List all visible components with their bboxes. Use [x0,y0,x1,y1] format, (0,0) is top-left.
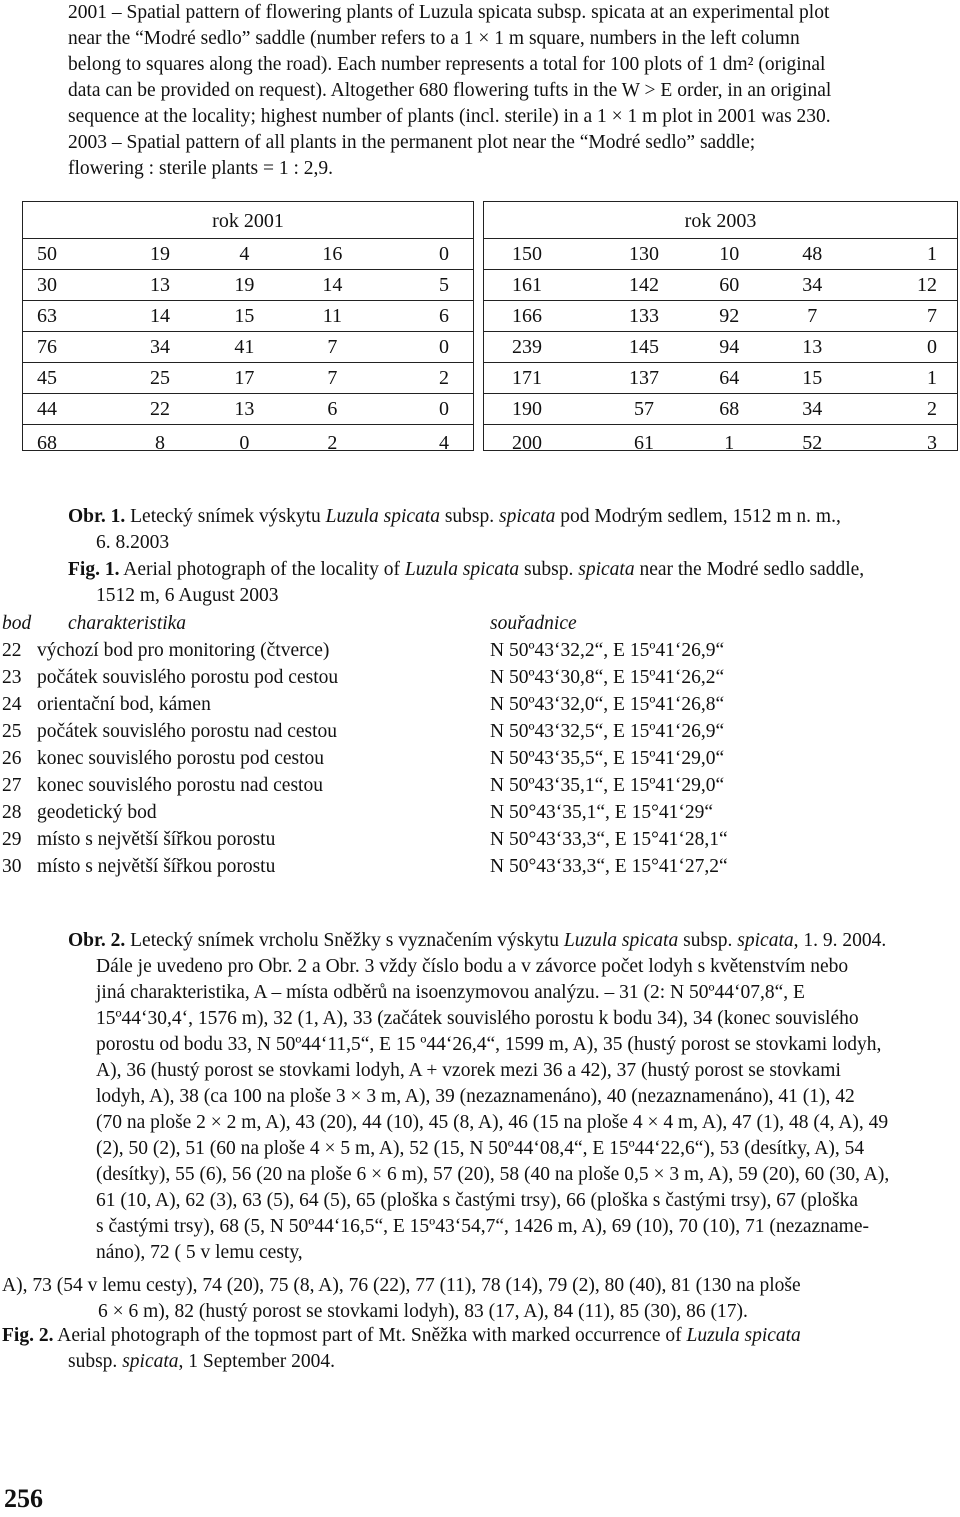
table-cell: 142 [629,274,659,296]
table-cell: 190 [512,398,542,420]
table-cell: 94 [719,336,740,358]
table-cell: 92 [719,305,740,327]
caption-text: Aerial photograph of the locality of [119,559,405,580]
page-number: 256 [4,1484,43,1513]
point-num: 25 [2,721,22,742]
caption-line: (desítky), 55 (6), 56 (20 na ploše 6 × 6 m), 57 (20), 58 (40 na ploše 0,5 × 3 m, A), 59 (20), 60 (30, A), [96,1164,890,1185]
intro-line: 2003 – Spatial pattern of all plants in the permanent plot near the “Modré sedlo” saddle; [68,132,756,153]
point-coord: N 50°43‘35,1“, E 15°41‘29“ [490,802,714,823]
table-cell: 17 [234,367,255,389]
table-cell: 0 [927,336,937,358]
table-cell: 11 [322,305,342,327]
caption-line [68,557,950,583]
taxon-name: spicata [578,559,635,580]
caption-text: subsp. [439,506,500,527]
caption-obr-2 [68,928,950,1266]
caption-line: 1512 m, 6 August 2003 [96,585,279,606]
table-cell: 145 [629,336,659,358]
caption-line: porostu od bodu 33, N 50º44‘11,5“, E 15 º44‘26,4“, 1599 m, A), 35 (hustý porost se stovkami lodyh, [96,1034,882,1055]
table-cell: 0 [239,432,250,454]
table-cell: 7 [327,336,338,358]
table-cell: 45 [37,367,57,389]
point-coord: N 50º43‘35,1“, E 15º41‘29,0“ [490,775,725,796]
caption-text: , 1 September 2004. [178,1351,336,1372]
table-cell: 166 [512,305,542,327]
point-num: 26 [2,748,22,769]
table-cell: 19 [234,274,255,296]
table-2003-title: rok 2003 [684,210,757,232]
caption-line [2,1323,884,1349]
point-coord: N 50°43‘33,3“, E 15°41‘27,2“ [490,856,728,877]
table-row [484,239,957,270]
list-item [0,827,960,854]
caption-text: pod Modrým sedlem, 1512 m n. m., [555,506,841,527]
table-cell: 19 [150,243,171,265]
table-cell: 44 [37,398,57,420]
table-cell: 22 [150,398,171,420]
list-item [0,719,960,746]
point-coord: N 50º43‘32,5“, E 15º41‘26,9“ [490,721,725,742]
intro-line: near the “Modré sedlo” saddle (number refers to a 1 × 1 m square, numbers in the left column [68,28,800,49]
table-cell: 133 [629,305,659,327]
table-cell: 16 [322,243,343,265]
table-cell: 2 [927,398,937,420]
caption-text: , 1. 9. 2004. [793,930,887,951]
caption-label: Fig. 2. [2,1325,54,1346]
caption-text: subsp. [68,1351,123,1372]
list-item [0,746,960,773]
caption-label: Obr. 1. [68,506,126,527]
point-coord: N 50°43‘33,3“, E 15°41‘28,1“ [490,829,728,850]
point-desc: konec souvislého porostu pod cestou [37,748,325,769]
table-cell: 61 [634,432,654,454]
caption-line: s častými trsy), 68 (5, N 50º44‘16,5“, E 15º43‘54,7“, 1426 m, A), 69 (10), 70 (10), 71 (nezaznamе- [96,1216,869,1237]
table-cell: 14 [150,305,171,327]
table-cell: 13 [802,336,823,358]
table-row [23,239,473,270]
table-2001-title: rok 2001 [212,210,284,232]
table-cell: 3 [927,432,937,454]
point-num: 22 [2,640,22,661]
list-item [0,638,960,665]
point-desc: geodetický bod [37,802,157,823]
caption-label: Obr. 2. [68,930,126,951]
list-item [0,773,960,800]
table-2001 [22,201,474,454]
caption-label: Fig. 1. [68,559,120,580]
caption-line: lodyh, A), 38 (ca 100 na ploše 3 × 3 m, A), 39 (nezaznamenáno), 40 (nezaznamenáno), 41 (1), 42 [96,1086,855,1107]
table-cell: 6 [327,398,338,420]
table-cell: 12 [917,274,937,296]
intro-line: sequence at the locality; highest number of plants (incl. sterile) in a 1 × 1 m plot in 2001 was 230. [68,106,831,127]
table-cell: 52 [802,432,823,454]
points-header-coord: souřadnice [490,613,577,634]
table-cell: 200 [512,432,542,454]
table-cell: 4 [439,432,449,454]
intro-line: flowering : sterile plants = 1 : 2,9. [68,158,333,179]
caption-line: náno), 72 ( 5 v lemu cesty, [96,1242,303,1263]
point-desc: konec souvislého porostu nad cestou [37,775,323,796]
caption-line: A), 73 (54 v lemu cesty), 74 (20), 75 (8, A), 76 (22), 77 (11), 78 (14), 79 (2), 80 (40), 81 (130 na ploše [2,1275,801,1296]
table-cell: 7 [327,367,338,389]
table-cell: 0 [439,336,449,358]
table-cell: 34 [802,398,823,420]
table-row [484,363,957,394]
table-row [484,270,957,301]
table-cell: 64 [719,367,740,389]
point-coord: N 50º43‘35,5“, E 15º41‘29,0“ [490,748,725,769]
caption-line [68,928,950,954]
points-header-desc: charakteristika [68,613,187,634]
caption-line: jiná charakteristika, A – místa odběrů na isoenzymovou analýzu. – 31 (2: N 50º44‘07,8“, E [96,982,805,1003]
points-header [0,611,960,638]
caption-line: (70 na ploše 2 × 2 m, A), 43 (20), 44 (10), 45 (8, A), 46 (15 na ploše 4 × 4 m, A), 47 (1), 48 (4, A), 49 [96,1112,889,1133]
point-num: 24 [2,694,22,715]
taxon-name: Luzula spicata [404,559,520,580]
caption-text: subsp. [519,559,579,580]
point-num: 30 [2,856,22,877]
point-desc: výchozí bod pro monitoring (čtverce) [37,640,330,661]
point-num: 23 [2,667,22,688]
table-cell: 239 [512,336,542,358]
table-cell: 0 [439,243,449,265]
table-row [484,394,957,425]
table-cell: 6 [439,305,449,327]
table-cell: 30 [37,274,57,296]
table-cell: 7 [927,305,937,327]
table-cell: 161 [512,274,542,296]
caption-line: 61 (10, A), 62 (3), 63 (5), 64 (5), 65 (ploška s častými trsy), 66 (ploška s častými trsy), 67 (ploška [96,1190,859,1211]
point-desc: místo s největší šířkou porostu [37,829,276,850]
intro-line: 2001 – Spatial pattern of flowering plants of Luzula spicata subsp. spicata at an experimental plot [68,2,830,23]
table-row [23,301,473,332]
caption-line: Dále je uvedeno pro Obr. 2 a Obr. 3 vždy číslo bodu a v závorce počet lodyh s květenstvím nebo [96,956,849,977]
table-2003 [483,201,958,454]
table-cell: 1 [927,243,937,265]
table-row [484,332,957,363]
list-item [0,692,960,719]
table-cell: 150 [512,243,542,265]
table-cell: 34 [150,336,171,358]
taxon-name: spicata [737,930,794,951]
point-num: 29 [2,829,22,850]
point-coord: N 50º43‘30,8“, E 15º41‘26,2“ [490,667,725,688]
caption-line: 15º44‘30,4‘, 1576 m), 32 (1, A), 33 (začátek souvislého porostu k bodu 34), 34 (konec souvislého [96,1008,859,1029]
table-cell: 7 [807,305,818,327]
caption-obr-2-continued [2,1273,884,1325]
list-item [0,800,960,827]
taxon-name: spicata [122,1351,179,1372]
points-header-num: bod [2,613,32,634]
table-cell: 25 [150,367,171,389]
caption-line: (2), 50 (2), 51 (60 na ploše 4 × 5 m, A), 52 (15, N 50º44‘08,4“, E 15º44‘22,6“), 53 (desítky, A), 54 [96,1138,865,1159]
table-cell: 41 [234,336,255,358]
table-cell: 14 [322,274,343,296]
taxon-name: Luzula spicata [686,1325,801,1346]
table-cell: 63 [37,305,57,327]
table-cell: 2 [327,432,338,454]
caption-obr-1 [68,504,950,556]
caption-text: Letecký snímek vrcholu Sněžky s vyznačením výskytu [125,930,564,951]
taxon-name: Luzula spicata [325,506,440,527]
table-cell: 48 [802,243,823,265]
table-row [23,270,473,301]
caption-text: subsp. [678,930,738,951]
intro-line: data can be provided on request). Altogether 680 flowering tufts in the W > E order, in an original [68,80,832,101]
caption-line: 6 × 6 m), 82 (hustý porost se stovkami lodyh), 83 (17, A), 84 (11), 85 (30), 86 (17). [98,1301,748,1322]
point-desc: počátek souvislého porostu nad cestou [37,721,338,742]
intro-paragraph [68,0,950,182]
list-item [0,665,960,692]
intro-line: belong to squares along the road). Each number represents a total for 100 plots of 1 dm² (original [68,54,826,75]
point-desc: orientační bod, kámen [37,694,211,715]
table-cell: 50 [37,243,57,265]
point-num: 27 [2,775,22,796]
point-desc: místo s největší šířkou porostu [37,856,276,877]
point-num: 28 [2,802,22,823]
caption-text: Letecký snímek výskytu [125,506,326,527]
table-cell: 34 [802,274,823,296]
table-cell: 8 [155,432,166,454]
table-row [23,425,473,462]
table-cell: 15 [234,305,255,327]
caption-line [2,1349,884,1375]
table-cell: 68 [719,398,740,420]
table-cell: 13 [150,274,171,296]
caption-text: Aerial photograph of the topmost part of Mt. Sněžka with marked occurrence of [53,1325,687,1346]
taxon-name: Luzula spicata [563,930,679,951]
table-cell: 10 [719,243,740,265]
table-row [484,301,957,332]
table-cell: 0 [439,398,449,420]
table-row [484,425,957,462]
taxon-name: spicata [499,506,556,527]
table-cell: 4 [239,243,250,265]
caption-line [68,504,950,530]
table-row [23,332,473,363]
table-cell: 130 [629,243,659,265]
table-cell: 2 [439,367,449,389]
table-cell: 5 [439,274,449,296]
table-2003-grid [484,238,957,461]
table-2001-grid [23,238,473,461]
point-coord: N 50º43‘32,0“, E 15º41‘26,8“ [490,694,725,715]
list-item [0,854,960,881]
table-cell: 76 [37,336,57,358]
table-cell: 137 [629,367,659,389]
point-desc: počátek souvislého porostu pod cestou [37,667,339,688]
caption-text: near the Modré sedlo saddle, [634,559,865,580]
table-cell: 68 [37,432,57,454]
caption-fig-2 [2,1323,884,1375]
table-cell: 1 [927,367,937,389]
table-cell: 57 [634,398,654,420]
caption-fig-1 [68,557,950,609]
point-coord: N 50º43‘32,2“, E 15º41‘26,9“ [490,640,725,661]
table-row [23,394,473,425]
caption-line: A), 36 (hustý porost se stovkami lodyh, A + vzorek mezi 36 a 42), 37 (hustý porost se stovkami [96,1060,841,1081]
table-cell: 171 [512,367,542,389]
table-cell: 15 [802,367,823,389]
table-cell: 60 [719,274,740,296]
table-cell: 13 [234,398,255,420]
caption-line: 6. 8.2003 [96,532,170,553]
table-cell: 1 [724,432,735,454]
table-row [23,363,473,394]
